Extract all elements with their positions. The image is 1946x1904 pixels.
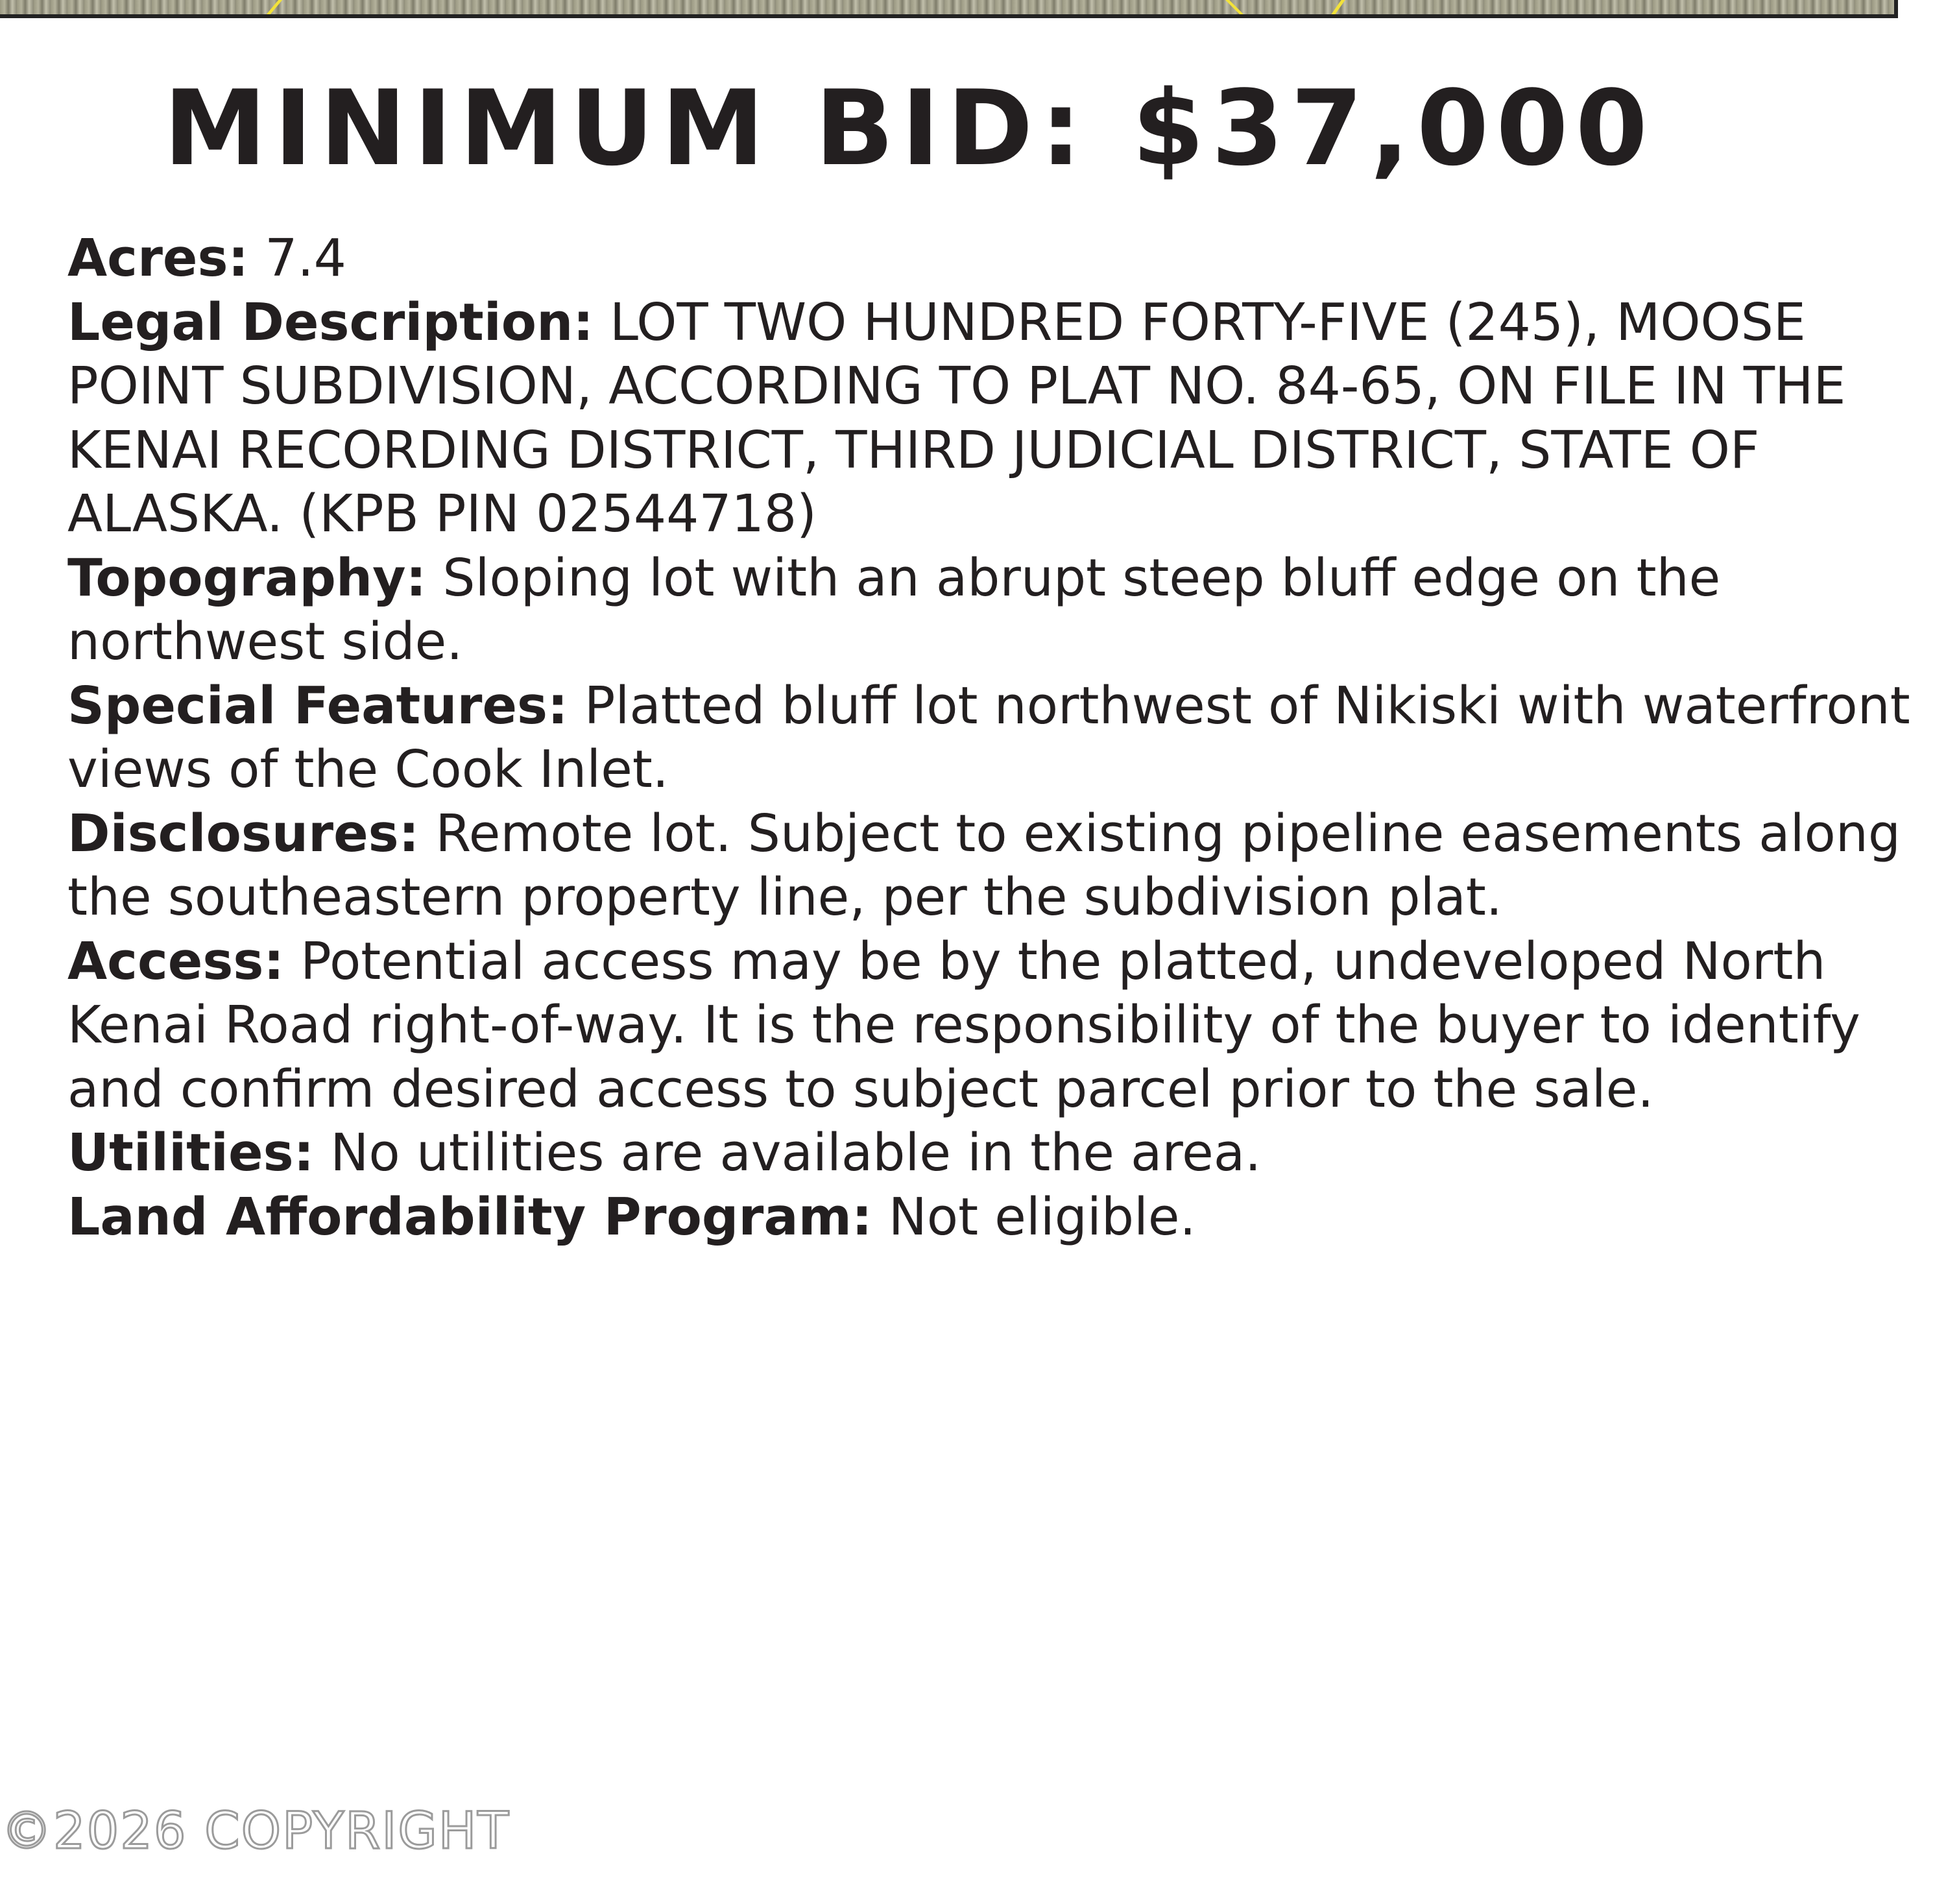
field-label: Special Features: bbox=[67, 675, 568, 736]
copyright-watermark: ©2026 COPYRIGHT bbox=[1, 1802, 511, 1861]
field-label: Legal Description: bbox=[67, 292, 594, 352]
field-value: Not eligible. bbox=[872, 1187, 1196, 1247]
map-image bbox=[0, 0, 1898, 18]
field-label: Disclosures: bbox=[67, 803, 420, 863]
utilities-field bbox=[67, 1121, 1936, 1185]
land-affordability-field bbox=[67, 1185, 1936, 1249]
field-label: Land Affordability Program: bbox=[67, 1187, 872, 1247]
field-value: No utilities are available in the area. bbox=[314, 1123, 1262, 1183]
field-value: 7.4 bbox=[248, 228, 346, 288]
field-value: LOT TWO HUNDRED FORTY-FIVE (245), MOOSE POINT SUBDIVISION, ACCORDING TO PLAT NO. 84-65, ON FILE IN THE KENAI RECORDING DISTRICT, THIRD JUDICIAL DISTRICT, STATE OF ALASKA. (KPB PIN 02544718) bbox=[67, 292, 1846, 544]
field-value: Remote lot. Subject to existing pipeline easements along the southeastern property line, per the subdivision plat. bbox=[67, 803, 1901, 927]
map-parcel-line bbox=[267, 0, 282, 14]
minimum-bid-heading: MINIMUM BID: $37,000 bbox=[163, 67, 1655, 189]
field-label: Access: bbox=[67, 931, 285, 991]
legal-description-field bbox=[67, 291, 1936, 546]
topography-field bbox=[67, 546, 1936, 674]
map-parcel-line bbox=[1331, 0, 1345, 14]
parcel-details bbox=[67, 226, 1936, 1249]
field-value: Sloping lot with an abrupt steep bluff edge on the northwest side. bbox=[67, 548, 1721, 671]
field-label: Utilities: bbox=[67, 1123, 315, 1183]
special-features-field bbox=[67, 674, 1936, 802]
access-field bbox=[67, 930, 1936, 1122]
map-parcel-line bbox=[1225, 0, 1243, 14]
acres-field bbox=[67, 226, 1936, 291]
disclosures-field bbox=[67, 802, 1936, 930]
field-value: Platted bluff lot northwest of Nikiski with waterfront views of the Cook Inlet. bbox=[67, 675, 1910, 799]
field-label: Acres: bbox=[67, 228, 249, 288]
field-label: Topography: bbox=[67, 548, 427, 608]
field-value: Potential access may be by the platted, undeveloped North Kenai Road right-of-way. It is the responsibility of the buyer to identify and confirm desired access to subject parcel prior to the sale. bbox=[67, 931, 1860, 1119]
